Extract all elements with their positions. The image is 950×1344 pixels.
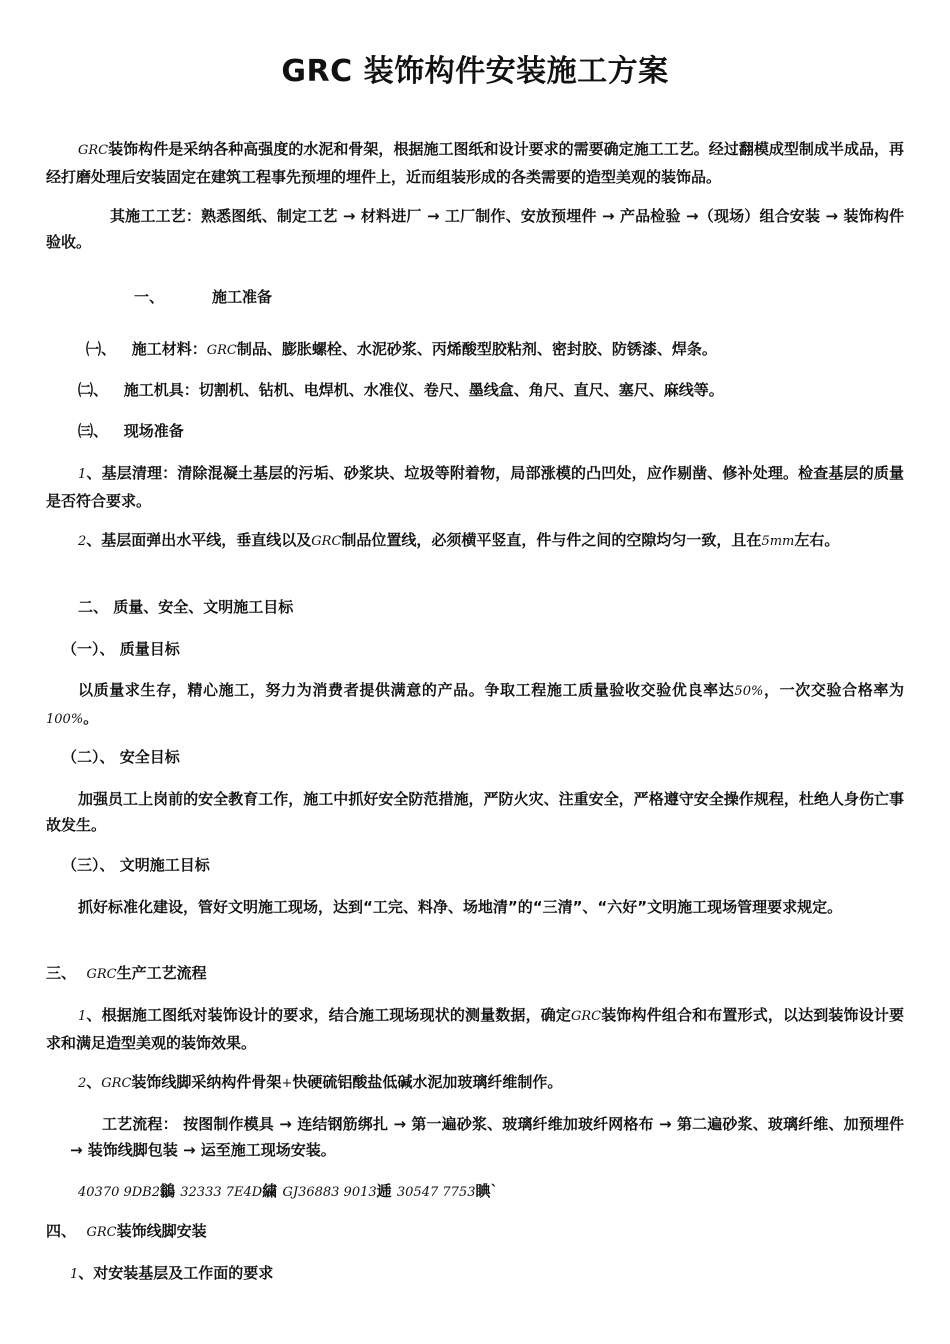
intro-paragraph — [46, 136, 904, 190]
paragraph-text: 、 — [86, 1073, 102, 1091]
item-number: ㈢、 — [78, 422, 109, 440]
line-marking-paragraph — [46, 527, 904, 555]
materials-label: 施工材料： — [131, 340, 207, 358]
code-glyph: 鶲 — [160, 1182, 176, 1200]
section-1-number: 一、 — [134, 288, 165, 306]
paragraph-text: 以质量求生存，精心施工，努力为消费者提供满意的产品。争取工程施工质量验收交验优良率达 — [78, 681, 735, 699]
item-number: 2 — [78, 534, 87, 549]
quality-goal-paragraph — [46, 677, 904, 733]
base-cleaning-paragraph — [46, 460, 904, 514]
code-line — [78, 1178, 904, 1206]
paragraph-text: 、基层面弹出水平线，垂直线以及 — [86, 531, 312, 549]
plus-sign: + — [281, 1076, 293, 1091]
section-1-heading — [134, 284, 950, 310]
paragraph-text: 快硬硫铝酸盐低碱水泥加玻璃纤维制作。 — [292, 1073, 563, 1091]
materials-line — [86, 336, 904, 364]
percentage-value: 50% — [734, 684, 764, 699]
document-title: GRC 装饰构件安装施工方案 — [281, 54, 669, 89]
site-preparation-title: 现场准备 — [123, 422, 184, 440]
paragraph-text: 装饰构件组合和布置形式，以达到装饰设计要求和满足造型美观的装饰效果。 — [46, 1006, 904, 1052]
section-2-heading: 二、 质量、安全、文明施工目标 — [78, 598, 294, 616]
percentage-value: 100% — [46, 712, 84, 727]
grc-term: GRC — [101, 1076, 132, 1091]
code-text: 30547 7753 — [396, 1185, 476, 1200]
code-text: 32333 7E4D — [180, 1185, 263, 1200]
measurement-value: 5mm — [761, 534, 795, 549]
base-cleaning-text: 、基层清理：清除混凝土基层的污垢、砂浆块、垃圾等附着物，局部涨模的凸凹处，应作剔凿、修补处理。检查基层的质量是否符合要求。 — [46, 464, 904, 510]
machinery-text: 施工机具：切割机、钻机、电焊机、水准仪、卷尺、墨线盒、角尺、直尺、塞尺、麻线等。 — [123, 381, 724, 399]
section-3-number: 三、 — [46, 964, 77, 982]
grc-term: GRC — [78, 143, 109, 158]
grc-term: GRC — [86, 1225, 117, 1240]
item-number: 1 — [70, 1267, 79, 1282]
item-number: ㈠、 — [86, 340, 117, 358]
paragraph-text: 左右。 — [794, 531, 840, 549]
section-1-title: 施工准备 — [212, 288, 273, 306]
site-preparation-heading — [78, 418, 904, 444]
code-glyph: 繍 — [262, 1182, 278, 1200]
materials-text: 制品、膨胀螺栓、水泥砂浆、丙烯酸型胶粘剂、密封胶、防锈漆、焊条。 — [236, 340, 717, 358]
section-3-title: 生产工艺流程 — [116, 964, 207, 982]
process-paragraph: 其施工工艺：熟悉图纸、制定工艺 → 材料进厂 → 工厂制作、安放预埋件 → 产品检验 →（现场）组合安装 → 装饰构件验收。 — [46, 207, 904, 251]
code-glyph: 睓` — [475, 1182, 498, 1200]
machinery-line — [78, 377, 904, 403]
section-4-number: 四、 — [46, 1222, 77, 1240]
grc-term: GRC — [86, 967, 117, 982]
quality-goal-heading: （一）、 质量目标 — [62, 640, 180, 658]
grc-term: GRC — [571, 1009, 602, 1024]
safety-goal-paragraph: 加强员工上岗前的安全教育工作，施工中抓好安全防范措施，严防火灾、注重安全，严格遵守安全操作规程，杜绝人身伤亡事故发生。 — [46, 790, 904, 834]
civilized-goal-heading: （三）、 文明施工目标 — [62, 856, 210, 874]
safety-goal-heading: （二）、 安全目标 — [62, 748, 180, 766]
code-glyph: 逓 — [376, 1182, 392, 1200]
grc-term: GRC — [206, 343, 237, 358]
paragraph-text: 制品位置线，必须横平竖直，件与件之间的空隙均匀一致，且在 — [341, 531, 762, 549]
grc-term: GRC — [311, 534, 342, 549]
item-number: 1 — [78, 1009, 87, 1024]
paragraph-text: 装饰线脚采纳构件骨架 — [131, 1073, 282, 1091]
code-text: 40370 9DB2 — [78, 1185, 161, 1200]
section-4-heading — [46, 1218, 904, 1246]
item-number: 2 — [78, 1076, 87, 1091]
civilized-goal-paragraph: 抓好标准化建设，管好文明施工现场，达到“工完、料净、场地清”的“三清”、“六好”文明施工现场管理要求规定。 — [78, 898, 843, 916]
paragraph-text: ，一次交验合格率为 — [763, 681, 904, 699]
paragraph-text: 、对安装基层及工作面的要求 — [78, 1264, 274, 1282]
intro-text: 装饰构件是采纳各种高强度的水泥和骨架，根据施工图纸和设计要求的需要确定施工工艺。经过翻模成型制成半成品，再经打磨处理后安装固定在建筑工程事先预埋的埋件上，近而组装形成的各类需要的造型美观的装饰品。 — [46, 140, 904, 186]
section-3-heading — [46, 960, 904, 988]
design-requirements-paragraph — [46, 1002, 904, 1056]
code-text: GJ36883 9013 — [282, 1185, 377, 1200]
item-number: 1 — [78, 467, 87, 482]
installation-base-requirements — [70, 1260, 904, 1288]
paragraph-text: 、根据施工图纸对装饰设计的要求，结合施工现场现状的测量数据，确定 — [86, 1006, 571, 1024]
section-4-title: 装饰线脚安装 — [116, 1222, 207, 1240]
process-flow-paragraph: 工艺流程： 按图制作模具 → 连结钢筋绑扎 → 第一遍砂浆、玻璃纤维加玻纤网格布 → 第二遍砂浆、玻璃纤维、加预埋件 → 装饰线脚包装 → 运至施工现场安装。 — [70, 1115, 904, 1159]
paragraph-text: 。 — [83, 709, 99, 727]
molding-materials-paragraph — [46, 1069, 904, 1097]
item-number: ㈡、 — [78, 381, 109, 399]
